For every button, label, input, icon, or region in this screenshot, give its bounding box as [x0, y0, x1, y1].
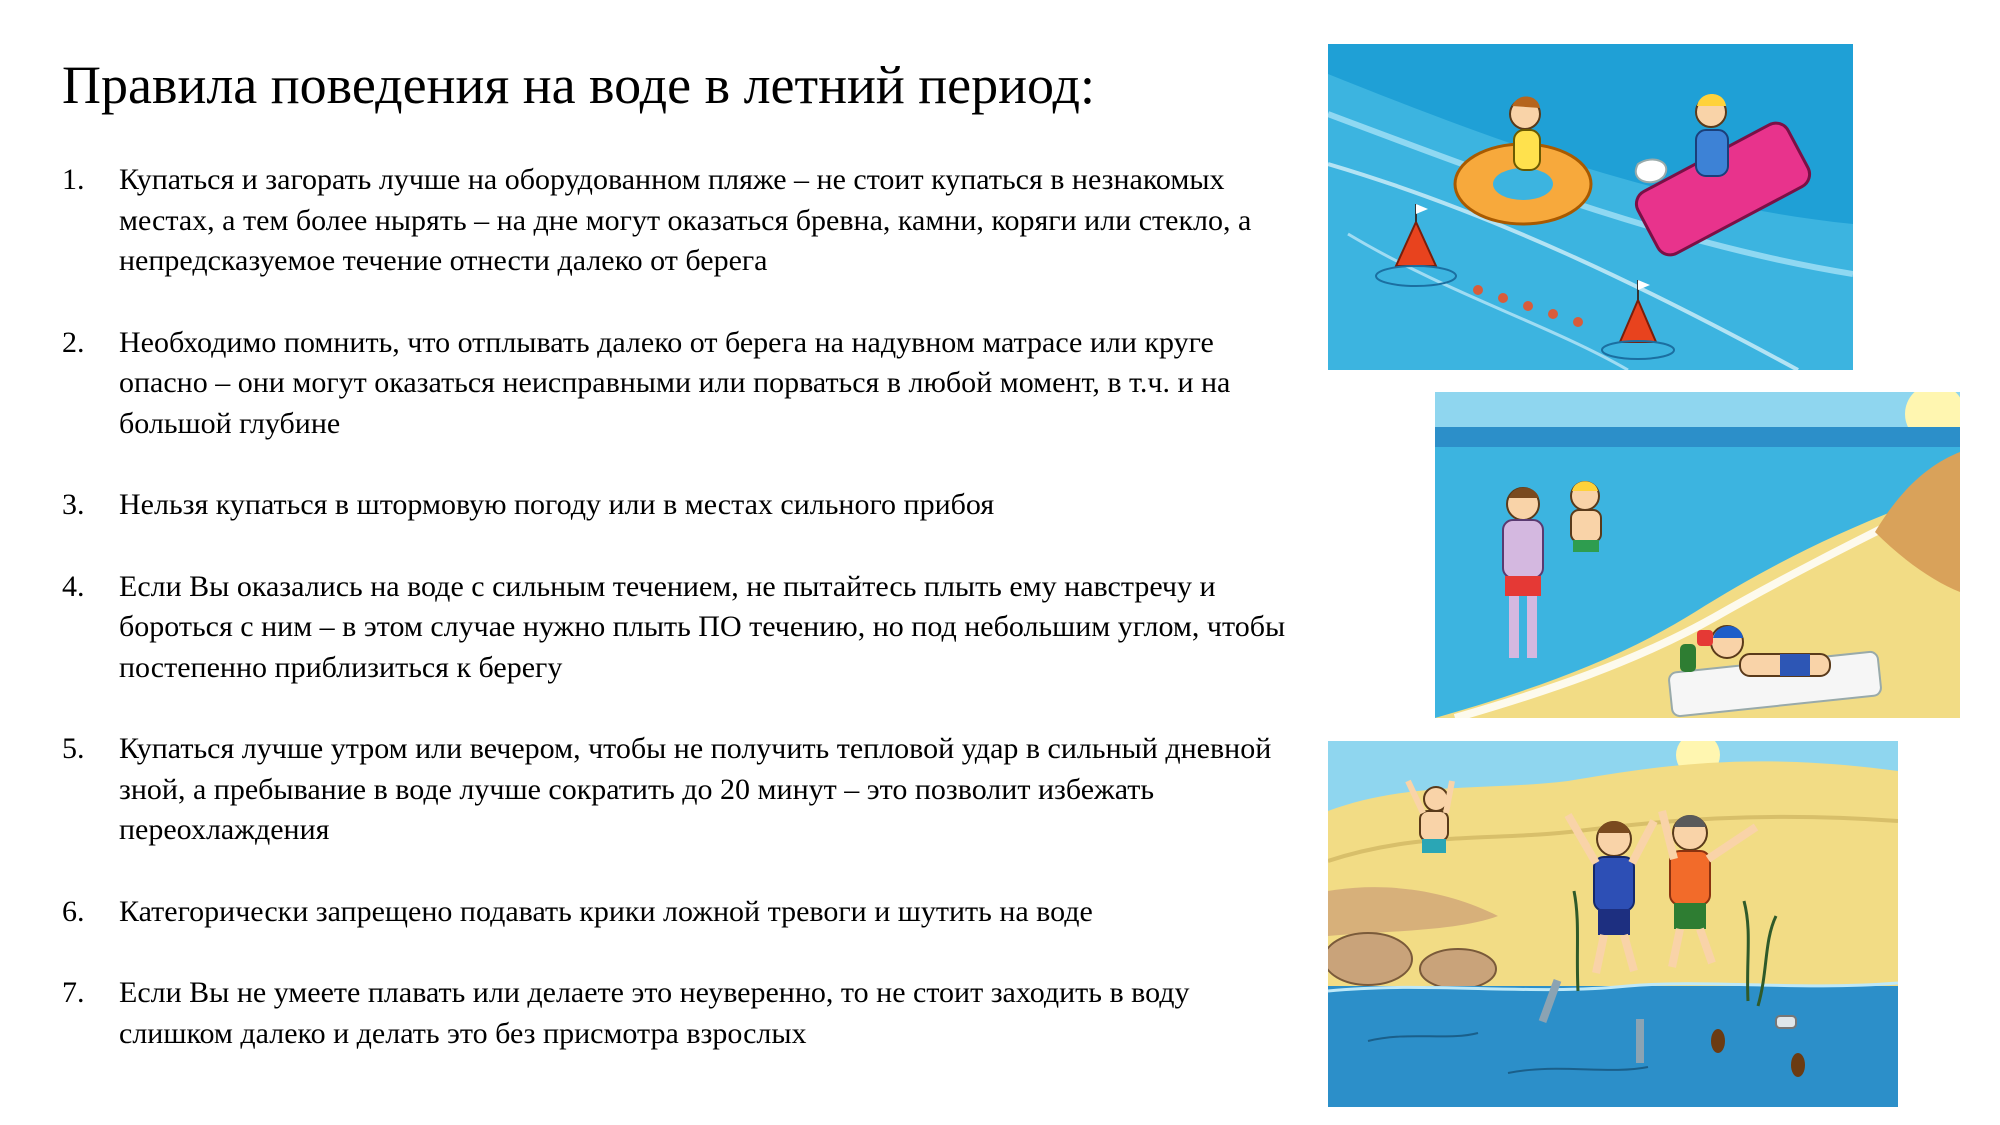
rule-number: 5. — [62, 732, 85, 765]
rule-text: Купаться и загорать лучше на оборудованном пляже – не стоит купаться в незнакомых местах, а тем более нырять – на дне могут оказаться бревна, камни, коряги или стекло, а непредсказуемое течение отнести далеко от берега — [119, 163, 1252, 277]
list-item — [62, 323, 1292, 445]
rule-text: Нельзя купаться в штормовую погоду или в местах сильного прибоя — [119, 488, 995, 521]
illustration-floating — [1328, 44, 1853, 370]
rule-number: 4. — [62, 569, 85, 603]
list-item — [62, 160, 1292, 282]
rule-number: 2. — [62, 325, 85, 359]
list-item — [62, 892, 1292, 933]
rule-text: Если Вы оказались на воде с сильным течением, не пытайтесь плыть ему навстречу и бороться с ним – в этом случае нужно плыть ПО течению, но под небольшим углом, чтобы постепенно приблизиться к берегу — [119, 569, 1286, 684]
illustration-beach — [1435, 392, 1960, 718]
rule-text: Если Вы не умеете плавать или делаете это неуверенно, то не стоит заходить в воду слишком далеко и делать это без присмотра взрослых — [119, 976, 1190, 1050]
illustration-jumping — [1328, 741, 1898, 1107]
rule-text: Категорически запрещено подавать крики ложной тревоги и шутить на воде — [119, 894, 1093, 928]
rule-text: Купаться лучше утром или вечером, чтобы не получить тепловой удар в сильный дневной зной, а пребывание в воде лучше сократить до 20 минут – это позволит избежать переохлаждения — [119, 732, 1272, 846]
rule-number: 7. — [62, 976, 85, 1009]
list-item — [62, 973, 1292, 1054]
rules-list — [62, 160, 1292, 1095]
list-item — [62, 567, 1292, 689]
rule-number: 3. — [62, 488, 85, 521]
page-title: Правила поведения на воде в летний период: — [62, 55, 1095, 115]
rule-number: 1. — [62, 163, 85, 196]
list-item — [62, 729, 1292, 851]
rule-text: Необходимо помнить, что отплывать далеко от берега на надувном матрасе или круге опасно – они могут оказаться неисправными или порваться в любой момент, в т.ч. и на большой глубине — [119, 325, 1231, 440]
rule-number: 6. — [62, 894, 85, 928]
list-item — [62, 485, 1292, 526]
